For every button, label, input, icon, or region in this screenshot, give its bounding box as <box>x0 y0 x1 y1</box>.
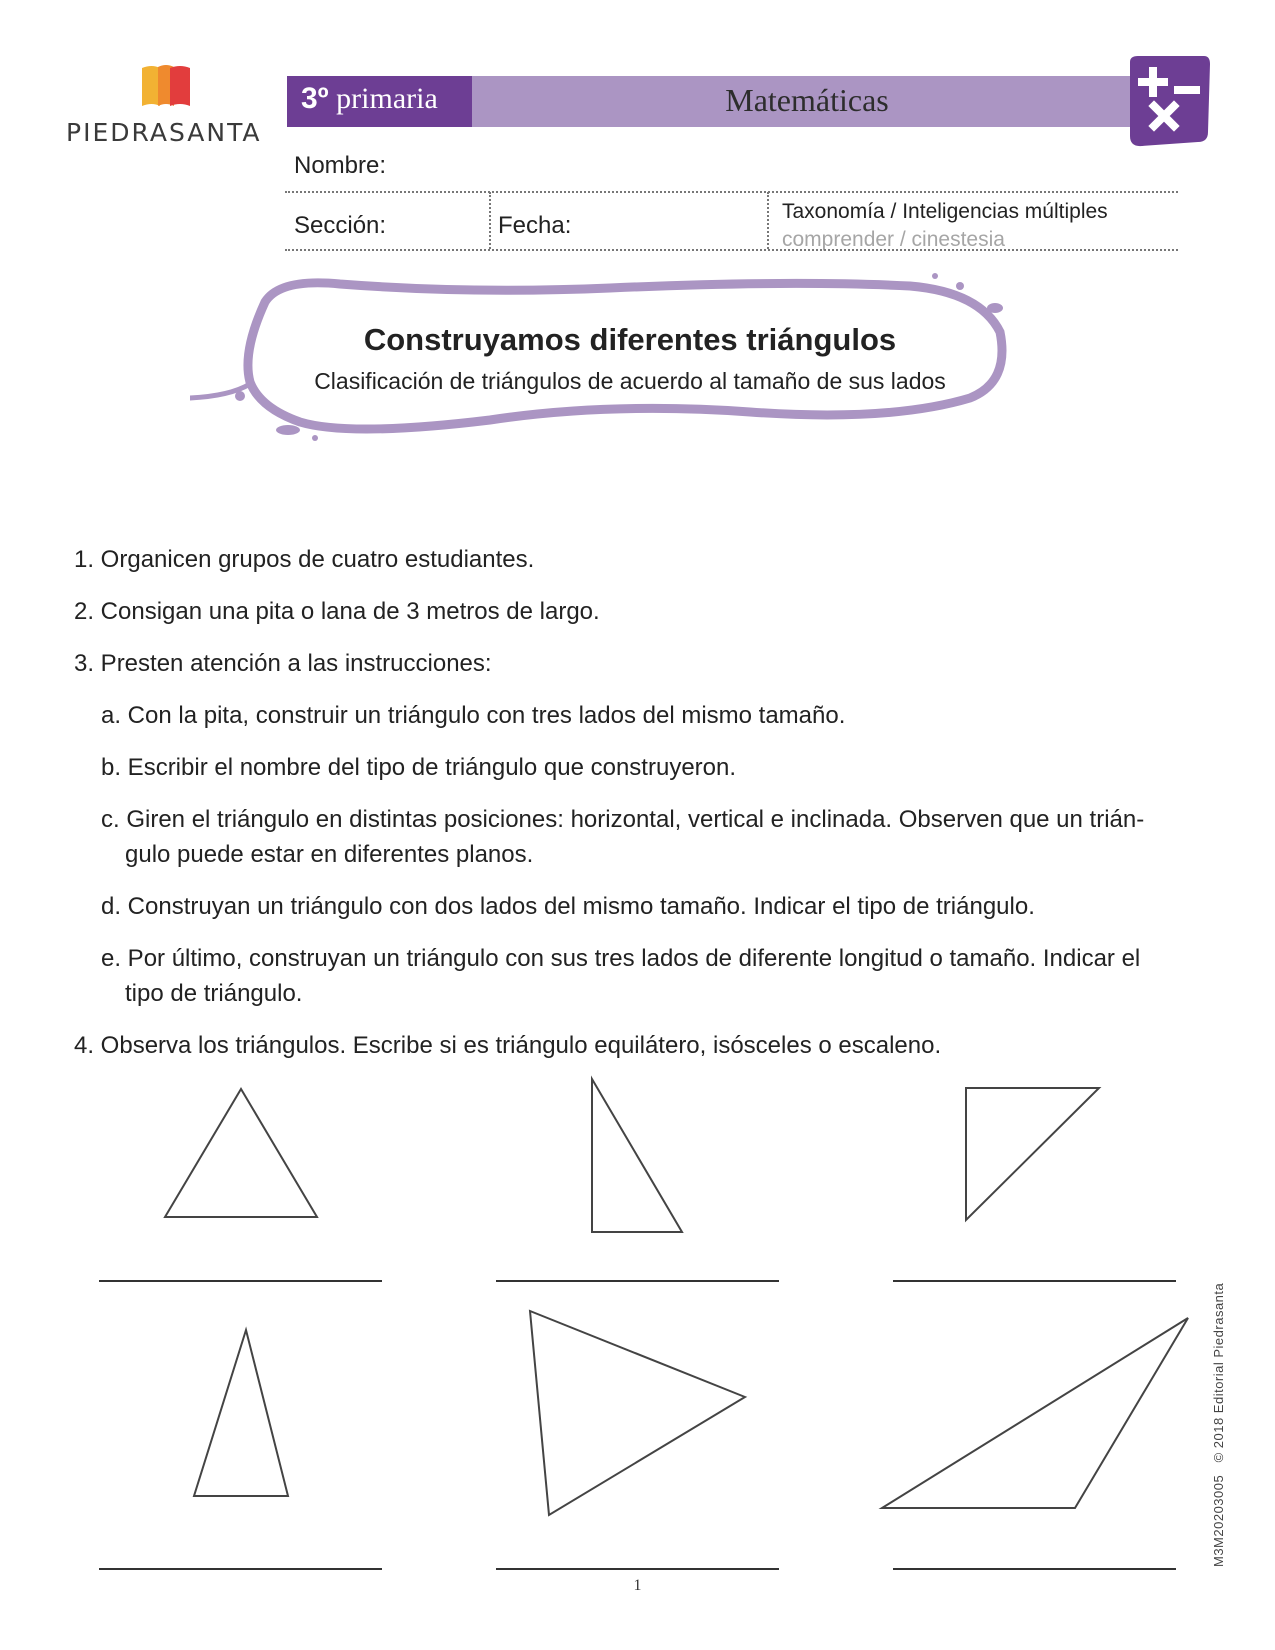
divider <box>285 249 1178 251</box>
answer-line[interactable] <box>99 1568 382 1570</box>
name-label: Nombre: <box>294 152 387 179</box>
instruction-2: 2. Consigan una pita o lana de 3 metros de largo. <box>74 598 600 625</box>
instruction-3d: d. Construyan un triángulo con dos lados del mismo tamaño. Indicar el tipo de triángulo. <box>101 893 1035 920</box>
taxonomy-value: comprender / cinestesia <box>782 228 1005 251</box>
instruction-3e-cont: tipo de triángulo. <box>125 980 303 1007</box>
taxonomy-label: Taxonomía / Inteligencias múltiples <box>782 200 1108 223</box>
title-brush-frame <box>190 272 1020 452</box>
answer-line[interactable] <box>496 1280 779 1282</box>
answer-line[interactable] <box>99 1280 382 1282</box>
answer-line[interactable] <box>893 1280 1176 1282</box>
page-subtitle: Clasificación de triángulos de acuerdo al tamaño de sus lados <box>314 368 946 394</box>
section-label: Sección: <box>294 212 387 239</box>
product-code: M3M2020300​5 <box>1211 1474 1226 1567</box>
date-label: Fecha: <box>498 212 572 239</box>
divider <box>767 192 769 249</box>
subject-title: Matemáticas <box>725 82 889 118</box>
grade-number: 3º <box>301 82 329 115</box>
triangle-equilateral <box>165 1089 317 1217</box>
divider <box>285 191 1178 193</box>
instruction-3c: c. Giren el triángulo en distintas posiciones: horizontal, vertical e inclinada. Observen que un trián- <box>101 806 1145 833</box>
triangle-right-isosceles <box>966 1088 1099 1220</box>
grade-box <box>287 76 472 127</box>
divider <box>489 192 491 249</box>
piedrasanta-logo-icon <box>140 62 196 112</box>
brand-name: PIEDRASANTA <box>66 118 262 147</box>
triangle-scalene-pointing <box>530 1311 745 1515</box>
vertical-credit <box>1211 1283 1226 1567</box>
instruction-3b: b. Escribir el nombre del tipo de triángulo que construyeron. <box>101 754 737 781</box>
instruction-3e: e. Por último, construyan un triángulo con sus tres lados de diferente longitud o tamaño. Indicar el <box>101 945 1141 972</box>
answer-line[interactable] <box>893 1568 1176 1570</box>
triangle-scalene-obtuse <box>882 1318 1188 1508</box>
triangle-right <box>592 1079 682 1232</box>
instruction-3: 3. Presten atención a las instrucciones: <box>74 650 492 677</box>
copyright: © 2018 Editorial Piedrasanta <box>1211 1282 1226 1463</box>
subject-bar <box>472 76 1142 127</box>
answer-line[interactable] <box>496 1568 779 1570</box>
instruction-3a: a. Con la pita, construir un triángulo con tres lados del mismo tamaño. <box>101 702 846 729</box>
instruction-4: 4. Observa los triángulos. Escribe si es triángulo equilátero, isósceles o escaleno. <box>74 1032 942 1059</box>
instruction-3c-cont: gulo puede estar en diferentes planos. <box>125 841 534 868</box>
page-title: Construyamos diferentes triángulos <box>363 322 897 357</box>
grade-label: primaria <box>336 82 438 115</box>
page-number: 1 <box>633 1577 642 1594</box>
instruction-1: 1. Organicen grupos de cuatro estudiantes. <box>74 546 535 573</box>
math-operations-icon <box>1124 54 1212 150</box>
triangle-isosceles-tall <box>194 1330 288 1496</box>
